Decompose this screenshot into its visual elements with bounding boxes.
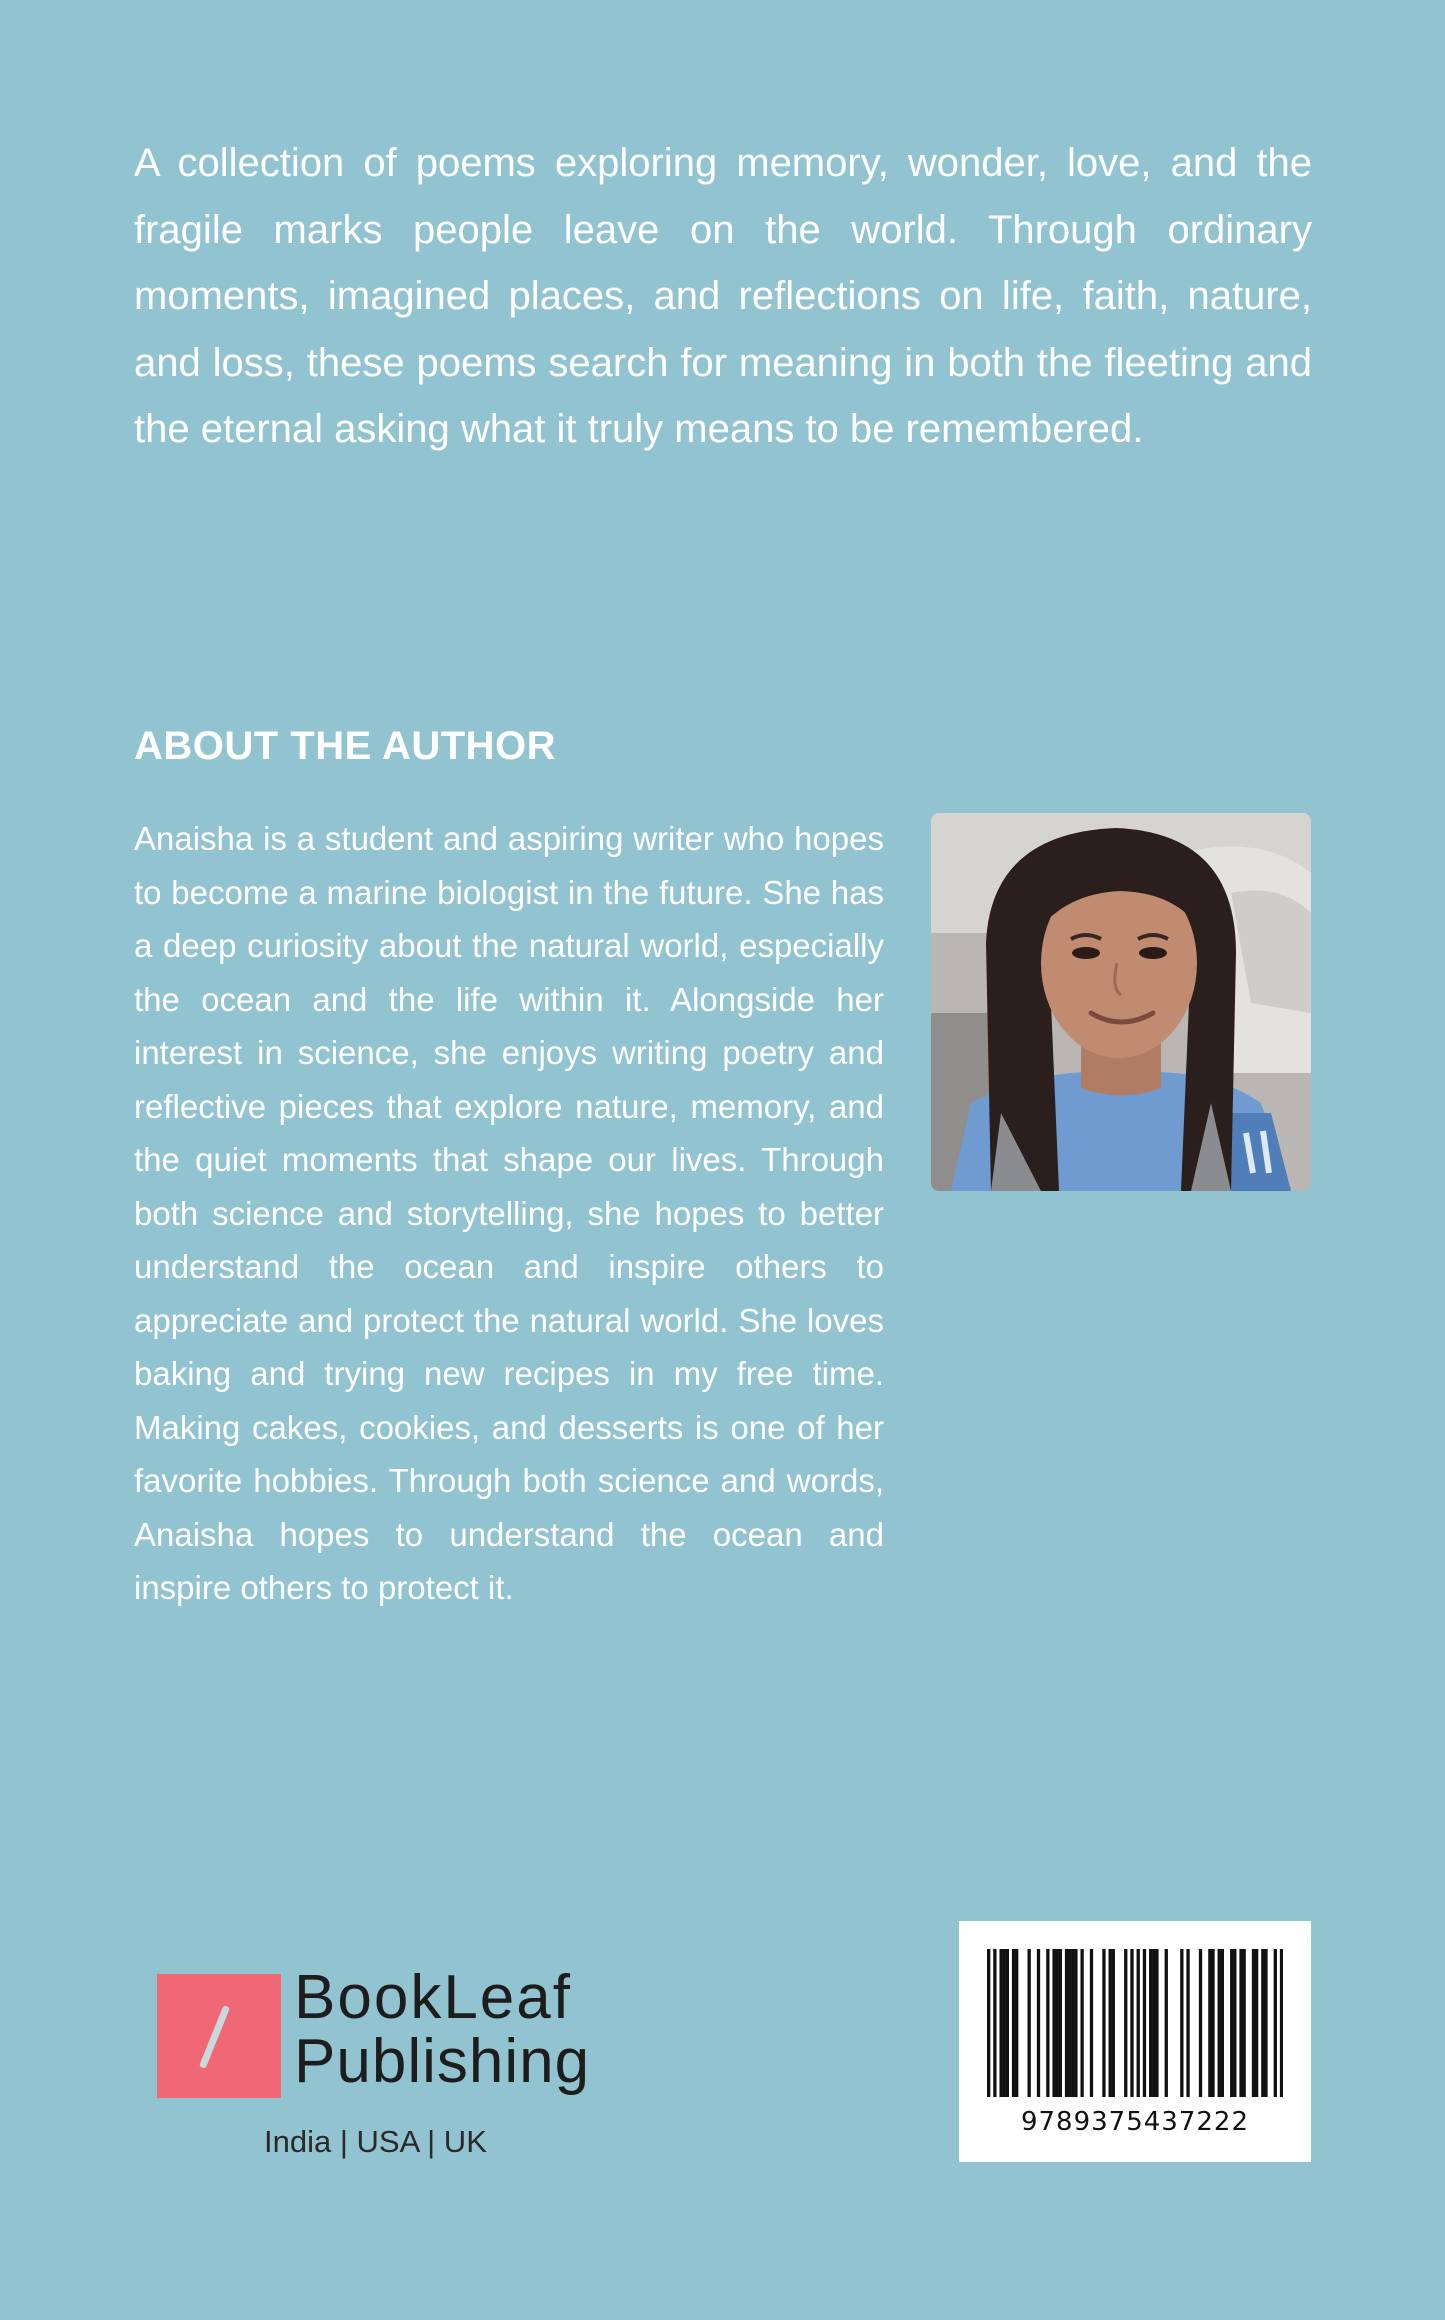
barcode-bar: [1006, 1949, 1009, 2097]
barcode-bar: [1261, 1949, 1264, 2097]
barcode-bar: [1264, 1949, 1267, 2097]
barcode-bar: [1255, 1949, 1258, 2097]
book-blurb: A collection of poems exploring memory, wonder, love, and the fragile marks people leave on the world. Through ordinary moments, imagined places, and reflections on life, faith, nature, and loss, these poems search for meaning in both the fleeting and the eternal asking what it truly means to be remembered.: [134, 141, 1312, 451]
barcode-bar: [1071, 1949, 1074, 2097]
isbn-barcode: [959, 1921, 1311, 2162]
barcode-bar: [1015, 1949, 1018, 2097]
barcode-bar: [1112, 1949, 1115, 2097]
publisher-name-line1: BookLeaf: [294, 1963, 572, 2032]
barcode-bar: [993, 1949, 996, 2097]
barcode-bar: [1109, 1949, 1112, 2097]
barcode-bar: [1052, 1949, 1055, 2097]
author-photo: [931, 813, 1311, 1191]
barcode-bar: [1080, 1949, 1083, 2097]
barcode-bar: [1074, 1949, 1077, 2097]
barcode-bar: [1102, 1949, 1105, 2097]
about-author-heading: ABOUT THE AUTHOR: [134, 724, 557, 768]
barcode-bar: [1046, 1949, 1049, 2097]
barcode-bar: [1130, 1949, 1133, 2097]
barcode-bar: [1274, 1949, 1277, 2097]
barcode-bar: [1037, 1949, 1040, 2097]
author-bio: Anaisha is a student and aspiring writer who hopes to become a marine biologist in the future. She has a deep curiosity about the natural world, especially the ocean and the life within it. Alongside her interest in science, she enjoys writing poetry and reflective pieces that explore nature, memory, and the quiet moments that shape our lives. Through both science and storytelling, she hopes to better understand the ocean and inspire others to appreciate and protect the natural world. She loves baking and trying new recipes in my free time. Making cakes, cookies, and desserts is one of her favorite hobbies. Through both science and words, Anaisha hopes to understand the ocean and inspire others to protect it.: [134, 820, 884, 1606]
barcode-bar: [1149, 1949, 1152, 2097]
barcode-bar: [1186, 1949, 1189, 2097]
barcode-bar: [1221, 1949, 1224, 2097]
barcode-bar: [1143, 1949, 1146, 2097]
barcode-bar: [1003, 1949, 1006, 2097]
barcode-bar: [1056, 1949, 1059, 2097]
barcode-bar: [1239, 1949, 1242, 2097]
publisher-logo: [157, 1963, 617, 2170]
barcode-bar: [1199, 1949, 1202, 2097]
barcode-icon: [987, 1949, 1283, 2097]
barcode-bar: [1090, 1949, 1093, 2097]
barcode-bar: [1218, 1949, 1221, 2097]
barcode-bar: [1152, 1949, 1155, 2097]
barcode-bar: [1242, 1949, 1245, 2097]
barcode-bar: [1180, 1949, 1183, 2097]
barcode-bar: [1230, 1949, 1233, 2097]
barcode-bar: [1252, 1949, 1255, 2097]
publisher-regions: India | USA | UK: [264, 2124, 487, 2159]
bookleaf-mark-icon: [157, 1974, 281, 2098]
publisher-name-line2: Publishing: [294, 2027, 591, 2096]
barcode-bar: [987, 1949, 990, 2097]
barcode-bar: [1028, 1949, 1031, 2097]
barcode-bar: [1211, 1949, 1214, 2097]
barcode-bar: [1137, 1949, 1140, 2097]
barcode-bar: [1068, 1949, 1071, 2097]
barcode-bar: [999, 1949, 1002, 2097]
barcode-bar: [1208, 1949, 1211, 2097]
barcode-bar: [1012, 1949, 1015, 2097]
barcode-bar: [1155, 1949, 1158, 2097]
isbn-number: 9789375437222: [1020, 2107, 1250, 2137]
barcode-bar: [1165, 1949, 1168, 2097]
barcode-bar: [1280, 1949, 1283, 2097]
barcode-bar: [1065, 1949, 1068, 2097]
barcode-bar: [1059, 1949, 1062, 2097]
barcode-bar: [1233, 1949, 1236, 2097]
barcode-bar: [1124, 1949, 1127, 2097]
